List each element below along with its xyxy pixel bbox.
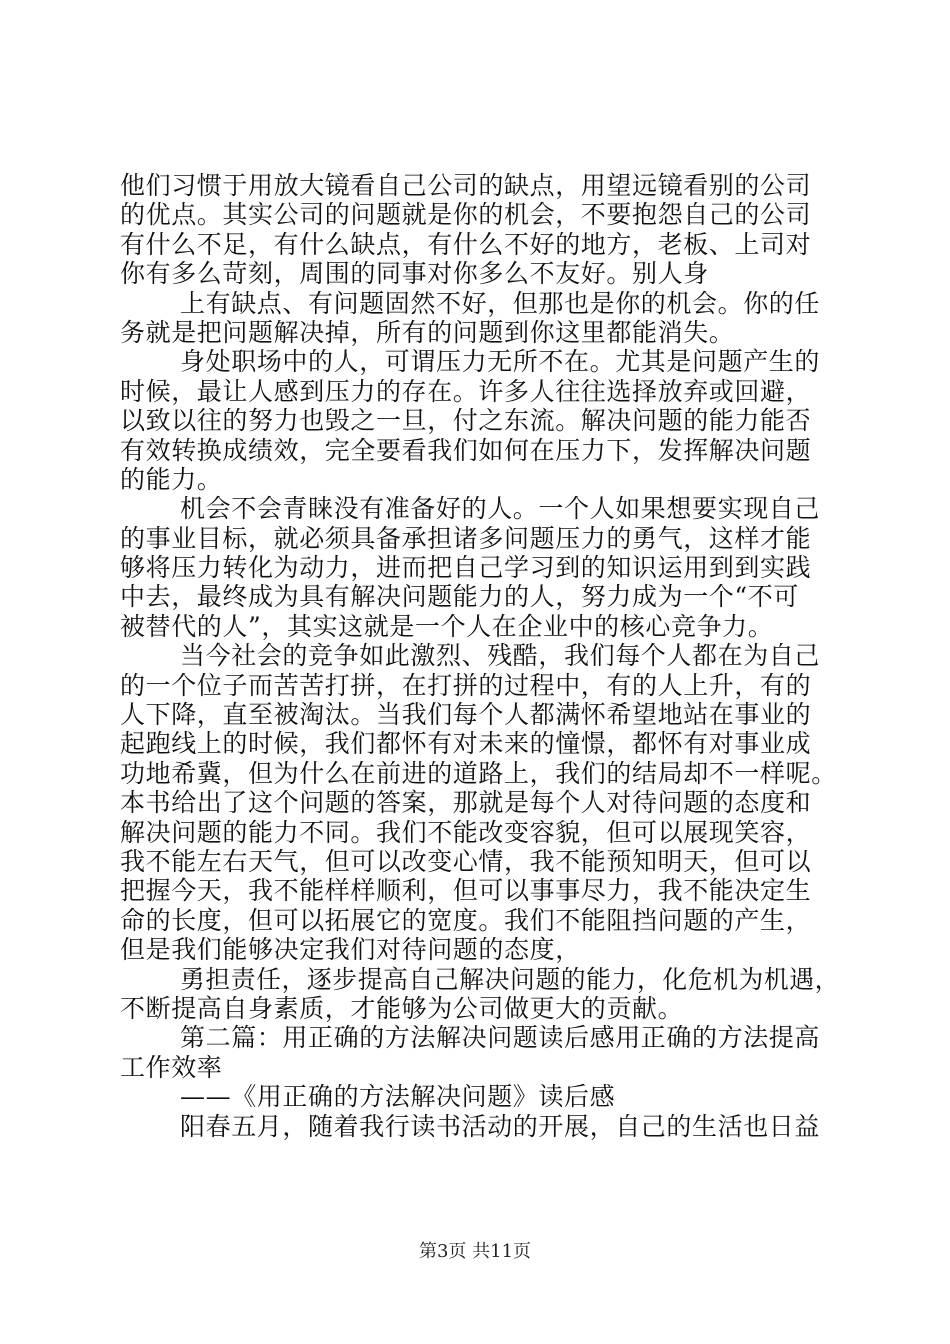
text-line: 被替代的人”，其实这就是一个人在企业中的核心竞争力。: [120, 611, 774, 641]
text-line: 时候，最让人感到压力的存在。许多人往往选择放弃或回避，: [120, 376, 812, 406]
text-line: 解决问题的能力不同。我们不能改变容貌，但可以展现笑容，: [120, 817, 812, 847]
text-line: 第二篇：用正确的方法解决问题读后感用正确的方法提高: [180, 1023, 821, 1053]
text-line: 本书给出了这个问题的答案，那就是每个人对待问题的态度和: [120, 788, 812, 818]
text-line: 身处职场中的人，可谓压力无所不在。尤其是问题产生的: [180, 347, 821, 377]
page-footer: 第3页 共11页: [418, 1241, 532, 1262]
text-line: 不断提高自身素质，才能够为公司做更大的贡献。: [120, 993, 684, 1023]
text-line: 但是我们能够决定我们对待问题的态度，: [120, 935, 581, 965]
text-line: 当今社会的竞争如此激烈、残酷，我们每个人都在为自己: [180, 641, 821, 671]
text-line: 的能力。: [120, 464, 223, 494]
text-line: 上有缺点、有问题固然不好，但那也是你的机会。你的任: [180, 288, 821, 318]
text-line: 勇担责任，逐步提高自己解决问题的能力，化危机为机遇，: [180, 964, 841, 994]
text-line: 起跑线上的时候，我们都怀有对未来的憧憬，都怀有对事业成: [120, 729, 812, 759]
text-line: 有效转换成绩效，完全要看我们如何在压力下，发挥解决问题: [120, 435, 812, 465]
text-line: 中去，最终成为具有解决问题能力的人，努力成为一个“不可: [120, 582, 799, 612]
text-line: 人下降，直至被淘汰。当我们每个人都满怀希望地站在事业的: [120, 700, 812, 730]
text-line: 工作效率: [120, 1052, 223, 1082]
text-line: 的事业目标，就必须具备承担诸多问题压力的勇气，这样才能: [120, 523, 812, 553]
text-line: 务就是把问题解决掉，所有的问题到你这里都能消失。: [120, 317, 735, 347]
document-body: [120, 171, 840, 1141]
text-line: 机会不会青睐没有准备好的人。一个人如果想要实现自己: [180, 494, 821, 524]
text-line: 命的长度，但可以拓展它的宽度。我们不能阻挡问题的产生，: [120, 905, 812, 935]
text-line: 把握今天，我不能样样顺利，但可以事事尽力，我不能决定生: [120, 876, 812, 906]
text-line: 有什么不足，有什么缺点，有什么不好的地方，老板、上司对: [120, 229, 812, 259]
text-line: 够将压力转化为动力，进而把自己学习到的知识运用到到实践: [120, 553, 812, 583]
text-line: 阳春五月，随着我行读书活动的开展，自己的生活也日益: [180, 1111, 821, 1141]
text-line: 的优点。其实公司的问题就是你的机会，不要抱怨自己的公司: [120, 200, 812, 230]
text-line: 你有多么苛刻，周围的同事对你多么不友好。别人身: [120, 259, 709, 289]
text-line: 以致以往的努力也毁之一旦，付之东流。解决问题的能力能否: [120, 406, 812, 436]
text-line: 他们习惯于用放大镜看自己公司的缺点，用望远镜看别的公司: [120, 171, 812, 200]
text-line: 功地希冀，但为什么在前进的道路上，我们的结局却不一样呢。: [120, 758, 837, 788]
text-line: 我不能左右天气，但可以改变心情，我不能预知明天，但可以: [120, 846, 812, 876]
text-line: 的一个位子而苦苦打拼，在打拼的过程中，有的人上升，有的: [120, 670, 812, 700]
text-line: ——《用正确的方法解决问题》读后感: [180, 1082, 616, 1112]
